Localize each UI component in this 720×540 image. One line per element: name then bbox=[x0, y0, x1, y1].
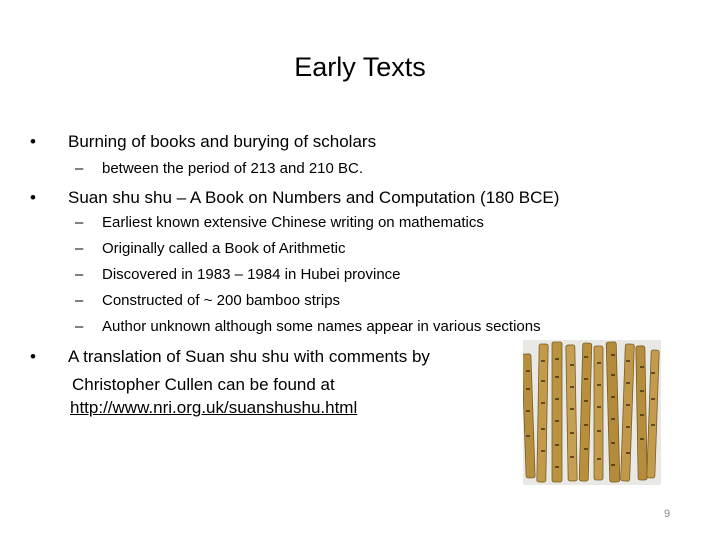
bullet-dot: • bbox=[30, 132, 36, 151]
bullet-dot: • bbox=[30, 347, 36, 366]
bamboo-strips-photo bbox=[523, 340, 661, 485]
subitem-dash: – bbox=[75, 240, 84, 257]
subitem-text: Originally called a Book of Arithmetic bbox=[102, 240, 346, 257]
bullet-text: A translation of Suan shu shu with comments by bbox=[68, 347, 430, 366]
subitem-dash: – bbox=[75, 160, 84, 177]
translation-line-2: Christopher Cullen can be found at bbox=[72, 375, 335, 394]
subitem-text: Constructed of ~ 200 bamboo strips bbox=[102, 292, 341, 309]
subitem-dash: – bbox=[75, 266, 84, 283]
subitem-text: Earliest known extensive Chinese writing on mathematics bbox=[102, 214, 484, 231]
subitem-dash: – bbox=[75, 292, 84, 309]
bullet-text: Burning of books and burying of scholars bbox=[68, 132, 377, 151]
subitem-text: Discovered in 1983 – 1984 in Hubei province bbox=[102, 266, 401, 283]
bamboo-strips-image bbox=[523, 340, 661, 485]
bullet-dot: • bbox=[30, 188, 36, 207]
subitem-dash: – bbox=[75, 214, 84, 231]
bullet-text: Suan shu shu – A Book on Numbers and Computation (180 BCE) bbox=[68, 188, 560, 207]
page-number: 9 bbox=[664, 508, 671, 520]
slide-title: Early Texts bbox=[294, 52, 426, 82]
translation-link-line bbox=[70, 397, 357, 419]
suanshushu-link[interactable]: http://www.nri.org.uk/suanshushu.html bbox=[70, 398, 358, 417]
subitem-text: between the period of 213 and 210 BC. bbox=[102, 160, 364, 177]
subitem-dash: – bbox=[75, 318, 84, 335]
subitem-text: Author unknown although some names appear in various sections bbox=[102, 318, 541, 335]
